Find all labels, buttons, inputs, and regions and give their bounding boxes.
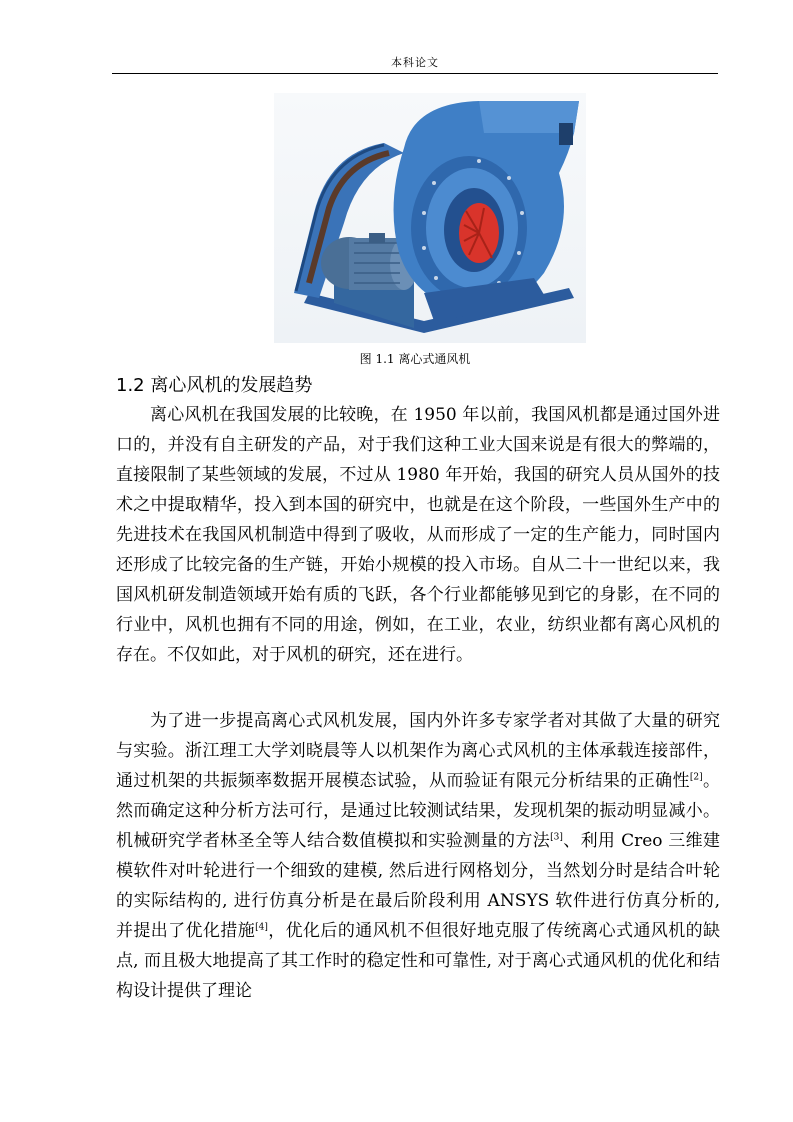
paragraph-2-text-d: ，优化后的通风机不但很好地克服了传统离心式通风机的缺点, 而且极大地提高了其工作时的稳定性和可靠性, 对于离心式通风机的优化和结构设计提供了理论 [116,921,721,1001]
paragraph-2-text-a: 为了进一步提高离心式风机发展，国内外许多专家学者对其做了大量的研究与实验。浙江理工大学刘晓晨等人以机架作为离心式风机的主体承载连接部件，通过机架的共振频率数据开展模态试验，从而验证有限元分析结果的正确性 [116,711,720,791]
section-heading: 1.2 离心风机的发展趋势 [116,375,313,396]
paragraph-1: 离心风机在我国发展的比较晚，在 1950 年以前，我国风机都是通过国外进口的，并没有自主研发的产品，对于我们这种工业大国来说是有很大的弊端的，直接限制了某些领域的发展，不过从 1980 年开始，我国的研究人员从国外的技术之中提取精华，投入到本国的研究中，也就是在这个阶段，一些国外生产中的先进技术在我国风机制造中得到了吸收，从而形成了一定的生产能力，同时国内还形成了比较完备的生产链，开始小规模的投入市场。自从二十一世纪以来，我国风机研发制造领域开始有质的飞跃，各个行业都能够见到它的身影，在不同的行业中，风机也拥有不同的用途，例如，在工业，农业，纺织业都有离心风机的存在。不仅如此，对于风机的研究，还在进行。 [116,405,720,665]
paragraph-2 [116,706,720,1006]
citation-4: [4] [255,922,268,933]
figure-centrifugal-fan [274,93,586,343]
paragraph-2-text-b: 。然而确定这种分析方法可行，是通过比较测试结果，发现机架的振动明显减小。机械研究学者林圣全等人结合数值模拟和实验测量的方法 [116,771,720,851]
running-header: 本科论文 [391,56,439,69]
citation-3: [3] [550,832,563,843]
centrifugal-fan-photo-icon [274,93,586,343]
figure-caption: 图 1.1 离心式通风机 [359,352,471,366]
citation-2: [2] [689,772,703,783]
paragraph-2-text-c: 、利用 Creo 三维建模软件对叶轮进行一个细致的建模, 然后进行网格划分，当然划分时是结合叶轮的实际结构的, 进行仿真分析是在最后阶段利用 ANSYS 软件进行仿真分析的, 并提出了优化措施 [116,831,720,941]
header-rule [112,73,718,74]
